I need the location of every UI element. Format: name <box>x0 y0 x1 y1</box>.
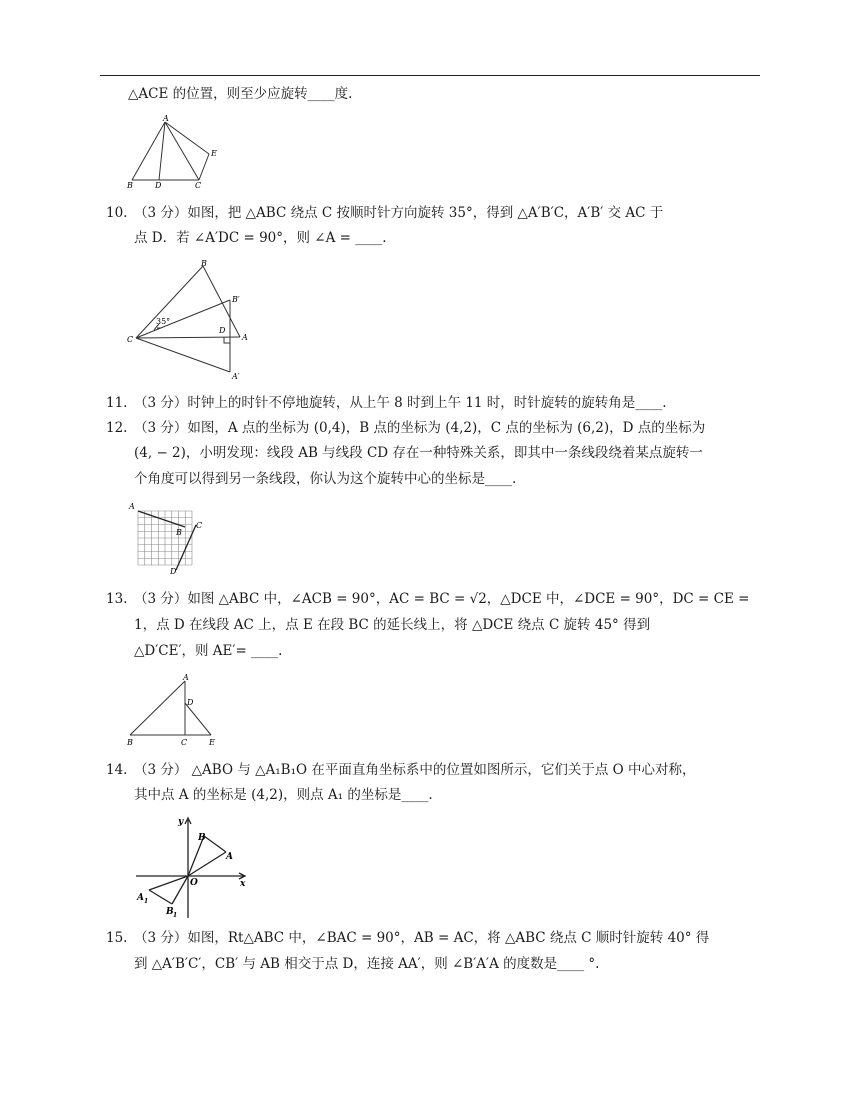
fig14-label-a1: A <box>137 893 144 903</box>
fig14-label-o: O <box>190 878 198 888</box>
fig13-label-e: E <box>209 738 215 747</box>
fig14-label-x: x <box>240 879 246 889</box>
fig12-label-c: C <box>196 521 203 530</box>
fig14-label-a: A <box>226 852 233 862</box>
q14-number: 14. <box>106 762 128 778</box>
q15-number: 15. <box>106 930 128 946</box>
fig13-label-b: B <box>127 738 133 747</box>
figure-q14 <box>132 812 252 922</box>
fig12-label-a: A <box>129 502 135 511</box>
q11-line1: （3 分）时钟上的时针不停地旋转，从上午 8 时到上午 11 时，时针旋转的旋转角是____. <box>134 395 667 411</box>
figure-q12 <box>126 500 210 576</box>
q11-number: 11. <box>106 395 128 411</box>
fig10-label-c: C <box>127 335 134 344</box>
fig14-label-y: y <box>178 817 184 827</box>
fig10-label-d: D <box>219 326 226 335</box>
q13-line3: △D′CE′，则 AE′= ____. <box>134 643 283 659</box>
header-rule <box>100 75 760 76</box>
q13-line2: 1，点 D 在线段 AC 上，点 E 在段 BC 的延长线上，将 △DCE 绕点 C 旋转 45° 得到 <box>134 617 651 633</box>
fig13-label-a: A <box>183 673 189 682</box>
fig14-label-a1-sub: 1 <box>144 898 149 905</box>
figure-q13 <box>124 671 224 749</box>
fig10-label-aprime: A′ <box>232 372 240 381</box>
fig9-label-a: A <box>163 114 169 123</box>
q9-tail-text: △ACE 的位置，则至少应旋转____度. <box>128 86 353 102</box>
q12-line3: 个角度可以得到另一条线段，你认为这个旋转中心的坐标是____. <box>134 471 517 487</box>
fig14-label-b: B <box>198 833 206 843</box>
fig10-angle-label: 35° <box>156 317 171 326</box>
fig10-label-b: B <box>201 259 207 268</box>
q10-line2: 点 D．若 ∠A′DC = 90°，则 ∠A = ____. <box>134 230 387 246</box>
q10-line1: （3 分）如图，把 △ABC 绕点 C 按顺时针方向旋转 35°，得到 △A′B′C，A′B′ 交 AC 于 <box>134 205 664 221</box>
fig12-label-d: D <box>170 567 177 576</box>
q14-line1: （3 分） △ABO 与 △A₁B₁O 在平面直角坐标系中的位置如图所示，它们关于点 O 中心对称， <box>134 762 696 778</box>
fig13-label-d: D <box>187 698 194 707</box>
q12-line1: （3 分）如图，A 点的坐标为 (0,4)，B 点的坐标为 (4,2)，C 点的坐标为 (6,2)，D 点的坐标为 <box>134 420 706 436</box>
fig12-label-b: B <box>176 528 182 537</box>
q12-line2: (4, − 2)，小明发现：线段 AB 与线段 CD 存在一种特殊关系，即其中一条线段绕着某点旋转一 <box>134 445 703 461</box>
q15-line2: 到 △A′B′C′，CB′ 与 AB 相交于点 D，连接 AA′，则 ∠B′A′A 的度数是____ °. <box>134 956 600 972</box>
q15-line1: （3 分）如图，Rt△ABC 中，∠BAC = 90°，AB = AC，将 △ABC 绕点 C 顺时针旋转 40° 得 <box>134 930 710 946</box>
q13-number: 13. <box>106 591 128 607</box>
fig14-label-b1-sub: 1 <box>173 912 178 919</box>
q12-number: 12. <box>106 420 128 436</box>
figure-q9 <box>125 114 225 194</box>
q10-number: 10. <box>106 205 128 221</box>
fig9-label-d: D <box>155 181 162 190</box>
fig10-label-a: A <box>242 333 248 342</box>
fig13-label-c: C <box>181 738 188 747</box>
fig9-label-b: B <box>127 181 133 190</box>
q14-line2: 其中点 A 的坐标是 (4,2)，则点 A₁ 的坐标是____. <box>134 787 433 803</box>
q13-line1: （3 分）如图 △ABC 中，∠ACB = 90°，AC = BC = √2，△DCE 中，∠DCE = 90°，DC = CE = <box>134 591 750 607</box>
fig9-label-e: E <box>211 149 217 158</box>
figure-q10 <box>124 258 254 382</box>
fig14-label-b1: B <box>166 907 174 917</box>
fig10-label-bprime: B′ <box>232 295 240 304</box>
fig9-label-c: C <box>195 181 202 190</box>
